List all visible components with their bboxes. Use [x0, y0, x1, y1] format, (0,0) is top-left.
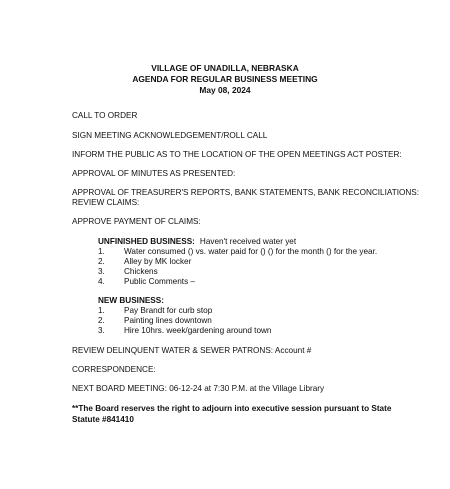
- list-item-text: Water consumed () vs. water paid for () () for the month () for the year.: [124, 247, 378, 256]
- list-item: [98, 277, 195, 287]
- review-delinquent: REVIEW DELINQUENT WATER & SEWER PATRONS: Account #: [72, 346, 312, 355]
- executive-session-note: **The Board reserves the right to adjourn into executive session pursuant to State Statute #841410: [72, 404, 392, 424]
- village-title: VILLAGE OF UNADILLA, NEBRASKA: [151, 63, 299, 73]
- unfinished-business-title: [98, 237, 296, 247]
- meeting-date: May 08, 2024: [199, 85, 251, 95]
- agenda-title: AGENDA FOR REGULAR BUSINESS MEETING: [132, 74, 318, 84]
- list-item-number: 2.: [98, 257, 105, 266]
- approval-treasurer: APPROVAL OF TREASURER'S REPORTS, BANK STATEMENTS, BANK RECONCILIATIONS:: [72, 188, 420, 197]
- list-item-text: Hire 10hrs. week/gardening around town: [124, 326, 272, 335]
- list-item: [98, 247, 377, 257]
- unfinished-business-label: UNFINISHED BUSINESS:: [98, 237, 195, 246]
- approval-minutes: APPROVAL OF MINUTES AS PRESENTED:: [72, 169, 236, 178]
- list-item-number: 3.: [98, 326, 105, 335]
- new-business-title: NEW BUSINESS:: [98, 296, 164, 305]
- unfinished-business-note: Haven't received water yet: [199, 237, 297, 246]
- list-item-number: 4.: [98, 277, 105, 286]
- list-item-number: 1.: [98, 247, 105, 256]
- list-item-number: 1.: [98, 306, 105, 315]
- list-item-text: Pay Brandt for curb stop: [124, 306, 213, 315]
- list-item-text: Public Comments –: [124, 277, 195, 286]
- list-item-text: Alley by MK locker: [124, 257, 192, 266]
- list-item: [98, 267, 158, 277]
- inform-public: INFORM THE PUBLIC AS TO THE LOCATION OF THE OPEN MEETINGS ACT POSTER:: [72, 150, 402, 159]
- call-to-order: CALL TO ORDER: [72, 111, 138, 120]
- list-item: [98, 326, 271, 336]
- list-item: [98, 316, 212, 326]
- list-item-text: Painting lines downtown: [124, 316, 212, 325]
- next-meeting: NEXT BOARD MEETING: 06-12-24 at 7:30 P.M. at the Village Library: [72, 384, 325, 393]
- list-item: [98, 257, 191, 267]
- list-item-number: 3.: [98, 267, 105, 276]
- sign-meeting: SIGN MEETING ACKNOWLEDGEMENT/ROLL CALL: [72, 131, 268, 140]
- list-item-number: 2.: [98, 316, 105, 325]
- list-item-text: Chickens: [124, 267, 158, 276]
- correspondence: CORRESPONDENCE:: [72, 365, 156, 374]
- list-item: [98, 306, 212, 316]
- review-claims: REVIEW CLAIMS:: [72, 198, 140, 207]
- approve-payment: APPROVE PAYMENT OF CLAIMS:: [72, 217, 201, 226]
